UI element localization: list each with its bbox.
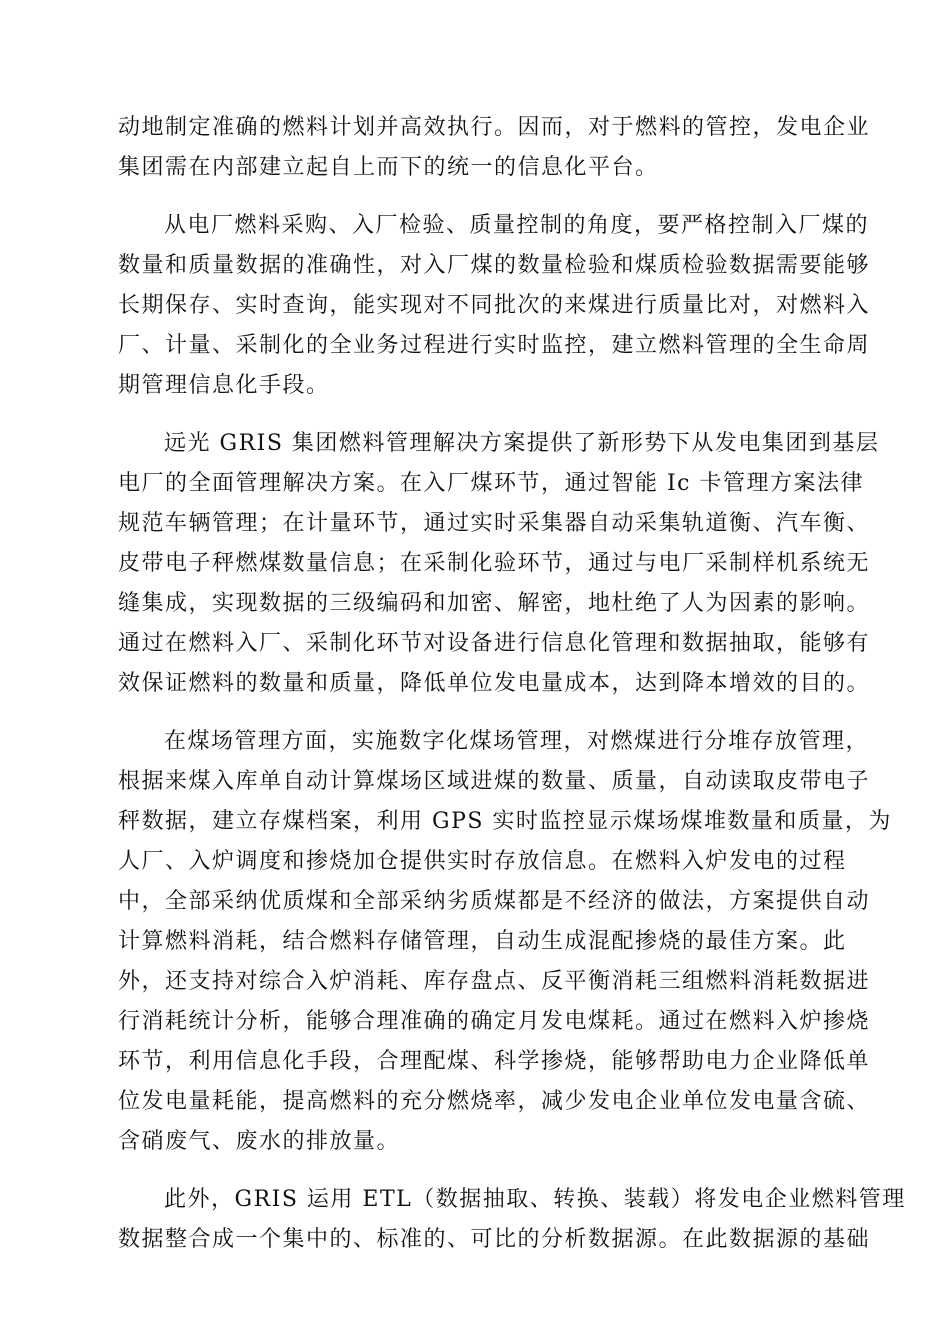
text-line: 缝集成，实现数据的三级编码和加密、解密，地杜绝了人为因素的影响。 xyxy=(118,591,871,616)
document-body xyxy=(118,108,906,1278)
text-line: 位发电量耗能，提高燃料的充分燃烧率，减少发电企业单位发电量含硫、 xyxy=(118,1089,871,1114)
paragraph-gris-solution xyxy=(118,424,880,704)
text-line: 含硝废气、废水的排放量。 xyxy=(118,1129,401,1154)
text-line: 厂、计量、采制化的全业务过程进行实时监控，建立燃料管理的全生命周 xyxy=(118,333,871,358)
text-line: 在煤场管理方面，实施数字化煤场管理，对燃煤进行分堆存放管理， xyxy=(164,729,870,754)
paragraph-continued xyxy=(118,108,871,188)
text-line: 秤数据，建立存煤档案，利用 GPS 实时监控显示煤场煤堆数量和质量，为 xyxy=(118,809,892,834)
text-line: 此外，GRIS 运用 ETL（数据抽取、转换、装载）将发电企业燃料管理 xyxy=(164,1187,906,1212)
text-line: 皮带电子秤燃煤数量信息；在采制化验环节，通过与电厂采制样机系统无 xyxy=(118,551,871,576)
text-line: 数据整合成一个集中的、标准的、可比的分析数据源。在此数据源的基础 xyxy=(118,1227,871,1252)
text-line: 远光 GRIS 集团燃料管理解决方案提供了新形势下从发电集团到基层 xyxy=(164,431,880,456)
text-line: 长期保存、实时查询，能实现对不同批次的来煤进行质量比对，对燃料入 xyxy=(118,293,871,318)
text-line: 从电厂燃料采购、入厂检验、质量控制的角度，要严格控制入厂煤的 xyxy=(164,213,870,238)
text-line: 通过在燃料入厂、采制化环节对设备进行信息化管理和数据抽取，能够有 xyxy=(118,631,871,656)
text-line: 中，全部采纳优质煤和全部采纳劣质煤都是不经济的做法，方案提供自动 xyxy=(118,889,871,914)
paragraph-etl xyxy=(118,1180,906,1260)
paragraph-coal-yard xyxy=(118,722,892,1162)
text-line: 集团需在内部建立起自上而下的统一的信息化平台。 xyxy=(118,155,659,180)
text-line: 规范车辆管理；在计量环节，通过实时采集器自动采集轨道衡、汽车衡、 xyxy=(118,511,871,536)
text-line: 效保证燃料的数量和质量，降低单位发电量成本，达到降本增效的目的。 xyxy=(118,671,871,696)
paragraph-fuel-inspection xyxy=(118,206,871,406)
text-line: 行消耗统计分析，能够合理准确的确定月发电煤耗。通过在燃料入炉掺烧 xyxy=(118,1009,871,1034)
text-line: 外，还支持对综合入炉消耗、库存盘点、反平衡消耗三组燃料消耗数据进 xyxy=(118,969,871,994)
text-line: 电厂的全面管理解决方案。在入厂煤环节，通过智能 Ic 卡管理方案法律 xyxy=(118,471,865,496)
text-line: 环节，利用信息化手段，合理配煤、科学掺烧，能够帮助电力企业降低单 xyxy=(118,1049,871,1074)
text-line: 计算燃料消耗，结合燃料存储管理，自动生成混配掺烧的最佳方案。此 xyxy=(118,929,847,954)
text-line: 期管理信息化手段。 xyxy=(118,373,330,398)
text-line: 动地制定准确的燃料计划并高效执行。因而，对于燃料的管控，发电企业 xyxy=(118,115,871,140)
text-line: 数量和质量数据的准确性，对入厂煤的数量检验和煤质检验数据需要能够 xyxy=(118,253,871,278)
text-line: 根据来煤入库单自动计算煤场区域进煤的数量、质量，自动读取皮带电子 xyxy=(118,769,871,794)
text-line: 人厂、入炉调度和掺烧加仓提供实时存放信息。在燃料入炉发电的过程 xyxy=(118,849,847,874)
